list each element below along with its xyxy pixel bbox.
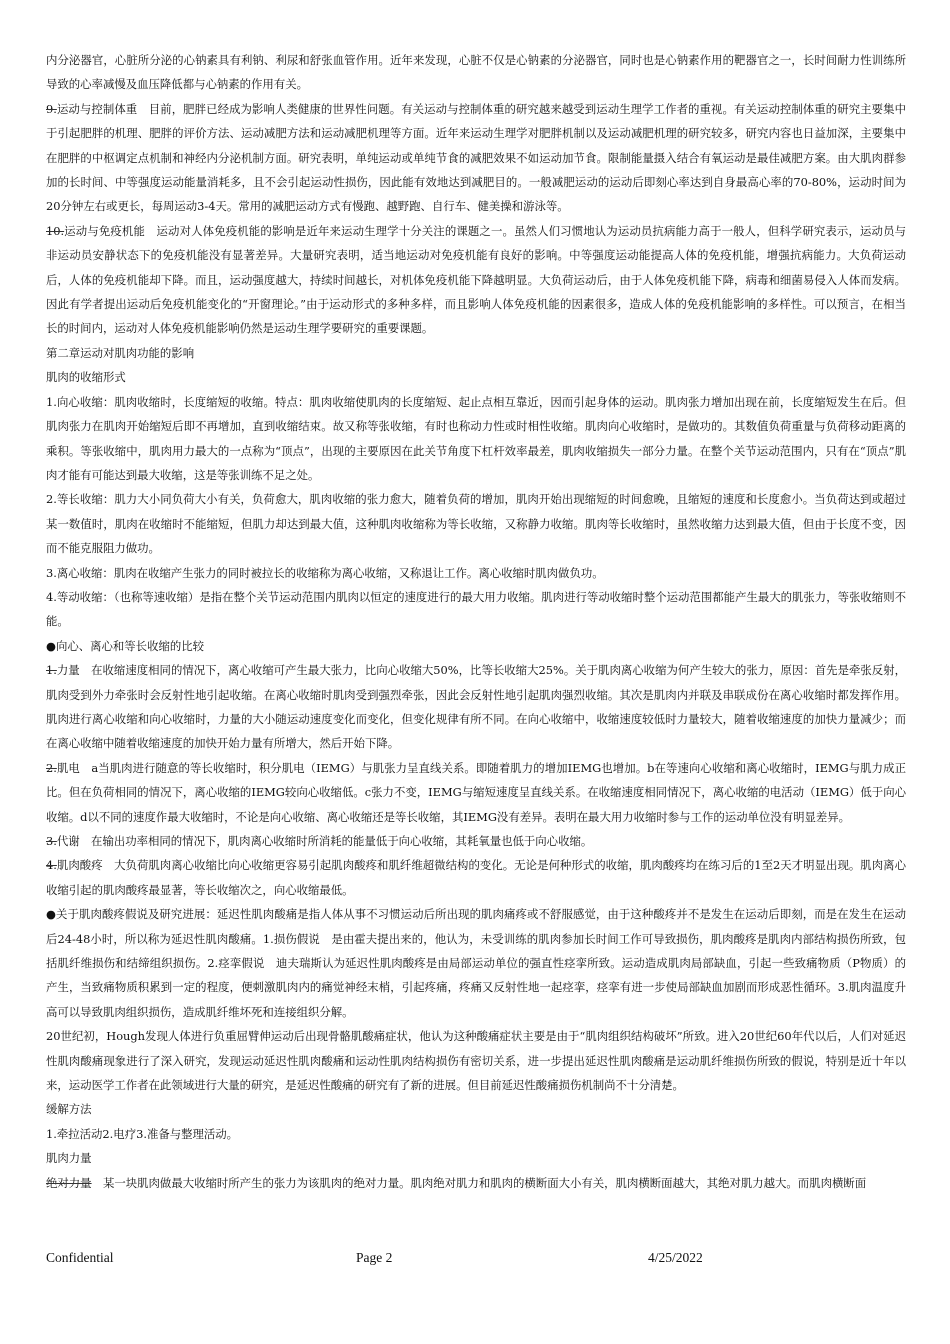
- footer-date: 4/25/2022: [648, 1250, 703, 1265]
- item-number: 2.: [46, 760, 57, 775]
- item-number: 4.: [46, 858, 57, 873]
- paragraph-strength: 1.力量 在收缩速度相同的情况下，离心收缩可产生最大张力，比向心收缩大50%，比等长收缩大25%。关于肌肉离心收缩为何产生较大的张力，原因：首先是牵张反射，肌肉受到外力牵张时会反射性地引起收缩。在离心收缩时肌肉受到强烈牵张，因此会反射性地引起肌肉强烈收缩。其次是肌肉内并联及串联成份在离心收缩时都发挥作用。肌肉进行离心收缩和向心收缩时，力量的大小随运动速度变化而变化，但变化规律有所不同。在向心收缩中，收缩速度较低时力量较大，随着收缩速度的加快力量减少；而在离心收缩中随着收缩速度的加快开始力量有所增大，然后开始下降。: [46, 663, 906, 751]
- paragraph-soreness: 4.肌肉酸疼 大负荷肌肉离心收缩比向心收缩更容易引起肌肉酸疼和肌纤维超微结构的变化。无论是何种形式的收缩，肌肉酸疼均在练习后的1至2天才明显出现。肌肉离心收缩引起的肌肉酸疼最显著，等长收缩次之，向心收缩最低。: [46, 858, 906, 897]
- item-number: 10.: [46, 223, 65, 238]
- paragraph-history: 20世纪初，Hough发现人体进行负重屈臂伸运动后出现骨骼肌酸痛症状，他认为这种酸痛症状主要是由于“肌肉组织结构破坏”所致。进入20世纪60年代以后，人们对延迟性肌肉酸痛现象进行了深入研究，发现运动延迟性肌肉酸痛和运动性肌肉结构损伤有密切关系，进一步提出延迟性肌肉酸痛是运动肌纤维损伤所致的假说，特别是近十年以来，运动医学工作者在此领域进行大量的研究，是延迟性酸痛的研究有了新的进展。但目前延迟性酸痛损伤机制尚不十分清楚。: [46, 1029, 906, 1093]
- item-number: 1.: [46, 663, 57, 678]
- section-heading-relief: 缓解方法: [46, 1102, 92, 1117]
- paragraph-immune-function: 10.运动与免疫机能 运动对人体免疫机能的影响是近年来运动生理学十分关注的课题之一。虽然人们习惯地认为运动员抗病能力高于一般人，但科学研究表示，运动员与非运动员安静状态下的免疫机能没有显著差异。大量研究表明，适当地运动对免疫机能有良好的影响。中等强度运动能提高人体的免疫机能，增强抗病能力。大负荷运动后，人体的免疫机能却下降。而且，运动强度越大，持续时间越长，对机体免疫机能下降越明显。大负荷运动后，由于人体免疫机能下降，病毒和细菌易侵入人体而发病。因此有学者提出运动后免疫机能变化的“开窗理论。”由于运动形式的多种多样，而且影响人体免疫机能的因素很多，造成人体的免疫机能影响的多样性。可以预言，在相当长的时间内，运动对人体免疫机能影响仍然是运动生理学要研究的重要课题。: [46, 223, 906, 336]
- paragraph-isometric: 2.等长收缩：肌力大小同负荷大小有关，负荷愈大，肌肉收缩的张力愈大，随着负荷的增加，肌肉开始出现缩短的时间愈晚，且缩短的速度和长度愈小。当负荷达到或超过某一数值时，肌肉在收缩时不能缩短，但肌力却达到最大值，这种肌肉收缩称为等长收缩，又称静力收缩。肌肉等长收缩时，虽然收缩力达到最大值，但由于长度不变，因而不能克服阻力做功。: [46, 492, 906, 556]
- paragraph-emg: 2.肌电 a当肌肉进行随意的等长收缩时，积分肌电（IEMG）与肌张力呈直线关系。即随着肌力的增加IEMG也增加。b在等速向心收缩和离心收缩时，IEMG与肌力成正比。但在负荷相同的情况下，离心收缩的IEMG较向心收缩低。c张力不变，IEMG与缩短速度呈直线关系。在收缩速度相同情况下，离心收缩的电活动（IEMG）低于向心收缩。d以不同的速度作最大收缩时，不论是向心收缩、离心收缩还是等长收缩，其IEMG没有差异。表明在最大用力收缩时参与工作的运动单位没有明显差异。: [46, 760, 906, 824]
- document-body: [46, 48, 906, 1195]
- item-number: 9.: [46, 101, 57, 116]
- section-heading-muscle-strength: 肌肉力量: [46, 1151, 92, 1166]
- paragraph-concentric: 1.向心收缩：肌肉收缩时，长度缩短的收缩。特点：肌肉收缩使肌肉的长度缩短、起止点相互靠近，因而引起身体的运动。肌肉张力增加出现在前，长度缩短发生在后。但肌肉张力在肌肉开始缩短后即不再增加，直到收缩结束。故又称等张收缩，有时也称动力性或时相性收缩。肌肉向心收缩时，是做功的。其数值负荷重量与负荷移动距离的乘积。等张收缩中，肌肉用力最大的一点称为“顶点”，出现的主要原因在此关节角度下杠杆效率最差，肌肉收缩损失一部分力量。在整个关节运动范围内，只有在“顶点”肌肉才能有可能达到最大收缩，这是等张训练不足之处。: [46, 394, 906, 482]
- paragraph-absolute-strength: 绝对力量 某一块肌肉做最大收缩时所产生的张力为该肌肉的绝对力量。肌肉绝对肌力和肌肉的横断面大小有关，肌肉横断面越大，其绝对肌力越大。而肌肉横断面: [46, 1175, 867, 1190]
- paragraph-soreness-hypotheses: ●关于肌肉酸疼假说及研究进展：延迟性肌肉酸痛是指人体从事不习惯运动后所出现的肌肉痛疼或不舒服感觉，由于这种酸疼并不是发生在运动后即刻，而是在发生在运动后24-48小时，所以称为延迟性肌肉酸痛。1.损伤假说 是由霍夫提出来的，他认为，未受训练的肌肉参加长时间工作可导致损伤，肌肉酸疼是肌肉内部结构损伤所致，包括肌纤维损伤和结缔组织损伤。2.痉挛假说 迪夫瑞斯认为延迟性肌肉酸疼是由局部运动单位的强直性痉挛所致。运动造成肌肉局部缺血，引起一些致痛物质（P物质）的产生，当致痛物质积累到一定的程度，便刺激肌肉内的痛觉神经末梢，引起疼痛，疼痛又反射性地一起痉挛，痉挛有进一步使局部缺血加剧而形成恶性循环。3.肌肉温度升高可以导致肌肉组织损伤，造成肌纤维坏死和连接组织分解。: [46, 907, 906, 1019]
- section-heading-contraction-forms: 肌肉的收缩形式: [46, 370, 126, 385]
- paragraph-metabolism: 3.代谢 在输出功率相同的情况下，肌肉离心收缩时所消耗的能量低于向心收缩，其耗氧量也低于向心收缩。: [46, 834, 593, 848]
- footer-page-number: Page 2: [356, 1250, 393, 1265]
- bullet-heading-comparison: ●向心、离心和等长收缩的比较: [46, 638, 205, 653]
- paragraph-weight-control: 9.运动与控制体重 目前，肥胖已经成为影响人类健康的世界性问题。有关运动与控制体重的研究越来越受到运动生理学工作者的重视。有关运动控制体重的研究主要集中于引起肥胖的机理、肥胖的评价方法、运动减肥方法和运动减肥机理等方面。近年来运动生理学对肥胖机制以及运动减肥机理的研究较多，研究内容也日益加深，主要集中在肥胖的中枢调定点机制和神经内分泌机制方面。研究表明，单纯运动或单纯节食的减肥效果不如运动加节食。限制能量摄入结合有氧运动是最佳减肥方案。由大肌肉群参加的长时间、中等强度运动能量消耗多，且不会引起运动性损伤，因此能有效地达到减肥目的。一般减肥运动的运动后即刻心率达到自身最高心率的70-80%，运动时间为20分钟左右或更长，每周运动3-4天。常用的减肥运动方式有慢跑、越野跑、自行车、健美操和游泳等。: [46, 101, 906, 214]
- paragraph-eccentric: 3.离心收缩：肌肉在收缩产生张力的同时被拉长的收缩称为离心收缩，又称退让工作。离心收缩时肌肉做负功。: [46, 565, 604, 580]
- term-label: 绝对力量: [46, 1175, 92, 1190]
- paragraph-relief-methods: 1.牵拉活动2.电疗3.准备与整理活动。: [46, 1126, 239, 1141]
- paragraph-isokinetic: 4.等动收缩：（也称等速收缩）是指在整个关节运动范围内肌肉以恒定的速度进行的最大用力收缩。肌肉进行等动收缩时整个运动范围都能产生最大的肌张力，等张收缩则不能。: [46, 589, 906, 629]
- chapter-heading: 第二章运动对肌肉功能的影响: [46, 345, 195, 360]
- item-number: 3.: [46, 834, 57, 848]
- footer-confidential: Confidential: [46, 1250, 114, 1265]
- paragraph-hormone-end: 内分泌器官，心脏所分泌的心钠素具有利钠、利尿和舒张血管作用。近年来发现，心脏不仅是心钠素的分泌器官，同时也是心钠素作用的靶器官之一，长时间耐力性训练所导致的心率减慢及血压降低都与心钠素的作用有关。: [46, 53, 906, 92]
